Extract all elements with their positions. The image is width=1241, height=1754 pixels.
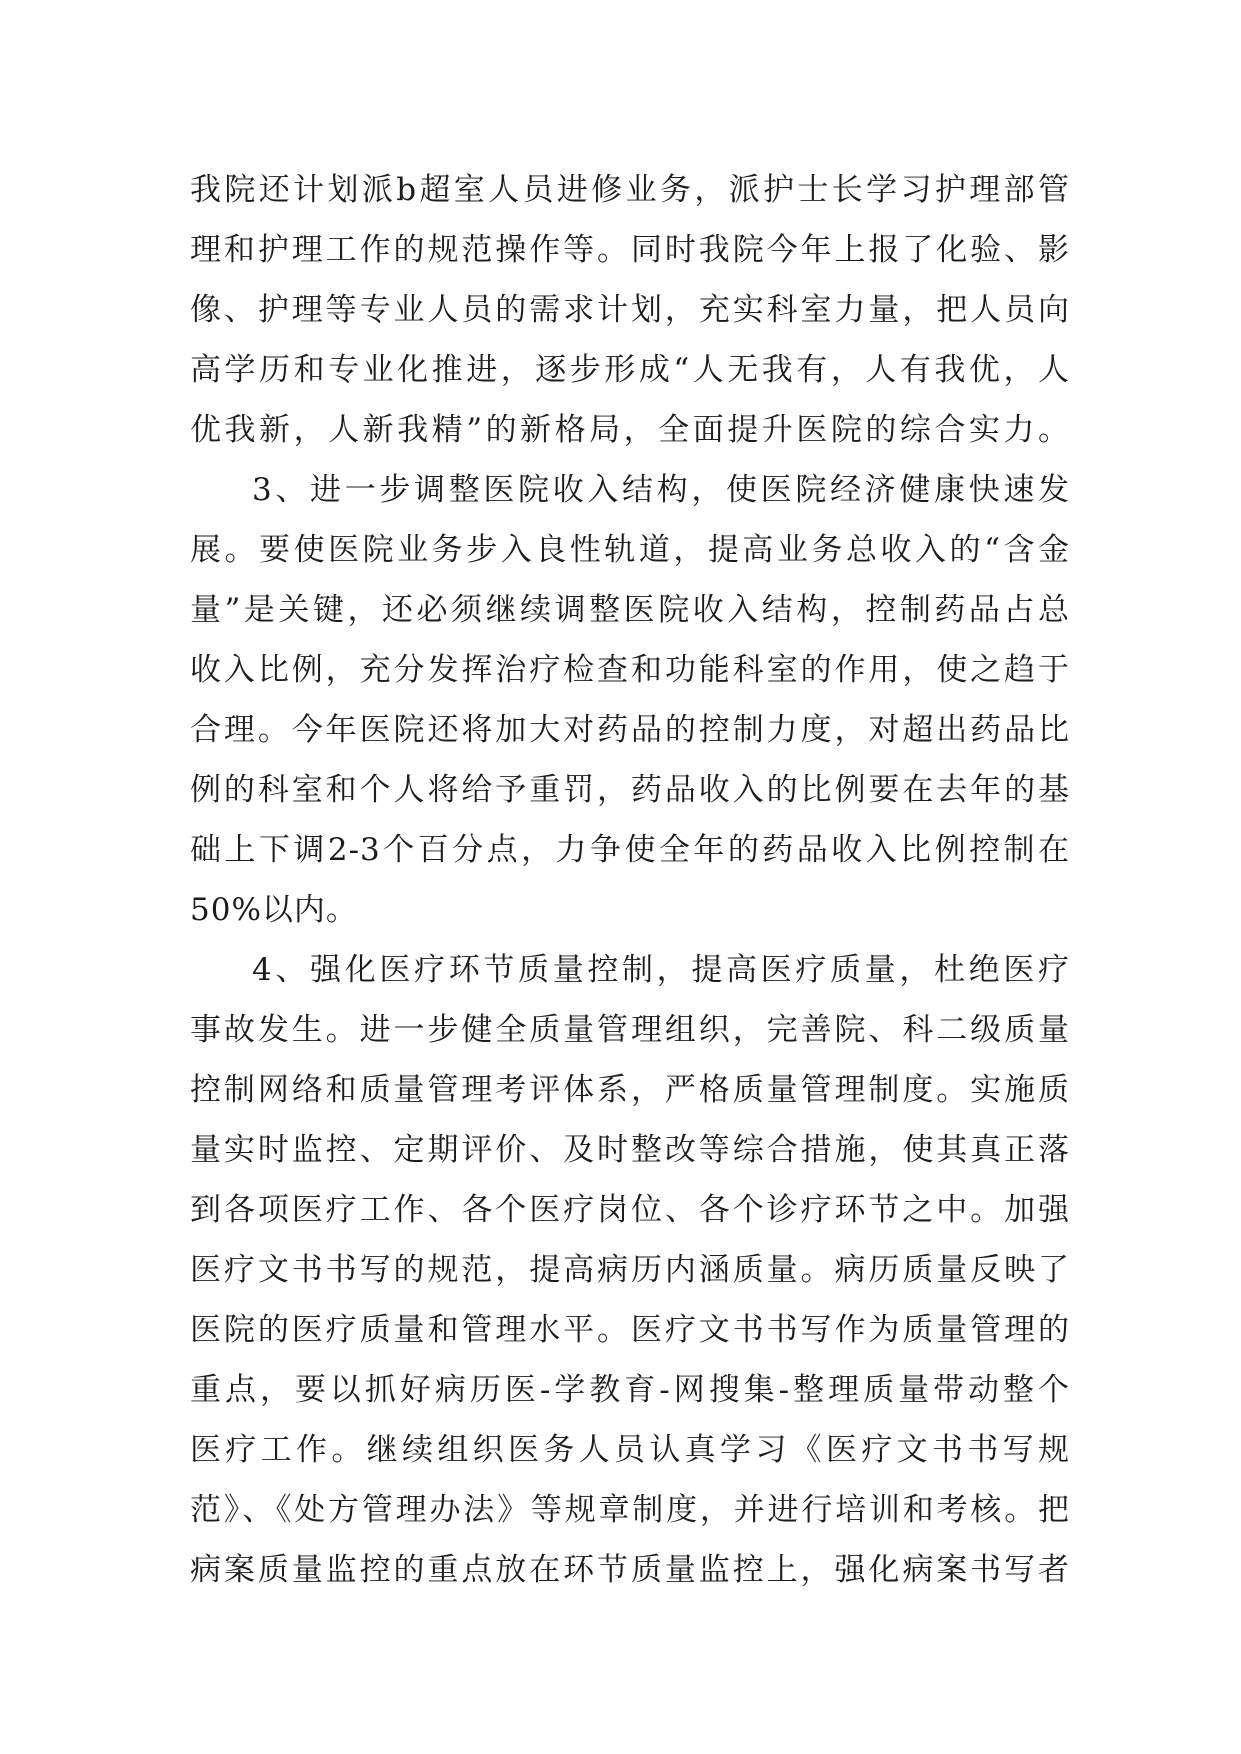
paragraph-2-line-1: 3、进一步调整医院收入结构，使医院经济健康快速发 [252, 472, 1070, 508]
paragraph-2-line-5: 合理。今年医院还将加大对药品的控制力度，对超出药品比 [190, 712, 1070, 748]
paragraph-3-line-1: 4、强化医疗环节质量控制，提高医疗质量，杜绝医疗 [252, 952, 1070, 988]
paragraph-2-line-3: 量”是关键，还必须继续调整医院收入结构，控制药品占总 [190, 592, 1070, 628]
paragraph-1-line-2: 理和护理工作的规范操作等。同时我院今年上报了化验、影 [190, 232, 1070, 268]
paragraph-3-line-4: 量实时监控、定期评价、及时整改等综合措施，使其真正落 [190, 1132, 1070, 1168]
paragraph-1-line-1: 我院还计划派b超室人员进修业务，派护士长学习护理部管 [190, 172, 1070, 208]
paragraph-3-line-11: 病案质量监控的重点放在环节质量监控上，强化病案书写者 [190, 1552, 1070, 1588]
paragraph-2-line-6: 例的科室和个人将给予重罚，药品收入的比例要在去年的基 [190, 772, 1070, 808]
paragraph-3-line-2: 事故发生。进一步健全质量管理组织，完善院、科二级质量 [190, 1012, 1070, 1048]
paragraph-3-line-10: 范》、《处方管理办法》等规章制度，并进行培训和考核。把 [190, 1492, 1070, 1528]
paragraph-3-line-8: 重点，要以抓好病历医-学教育-网搜集-整理质量带动整个 [190, 1372, 1070, 1408]
paragraph-3-line-9: 医疗工作。继续组织医务人员认真学习《医疗文书书写规 [190, 1432, 1070, 1468]
paragraph-2-line-4: 收入比例，充分发挥治疗检查和功能科室的作用，使之趋于 [190, 652, 1070, 688]
paragraph-1-line-4: 高学历和专业化推进，逐步形成“人无我有，人有我优，人 [190, 352, 1070, 388]
paragraph-2-line-7: 础上下调2-3个百分点，力争使全年的药品收入比例控制在 [190, 832, 1070, 868]
paragraph-1-line-3: 像、护理等专业人员的需求计划，充实科室力量，把人员向 [190, 292, 1070, 328]
paragraph-2-line-8: 50%以内。 [190, 892, 358, 928]
paragraph-1-line-5: 优我新，人新我精”的新格局，全面提升医院的综合实力。 [190, 412, 1070, 448]
paragraph-3-line-5: 到各项医疗工作、各个医疗岗位、各个诊疗环节之中。加强 [190, 1192, 1070, 1228]
paragraph-2-line-2: 展。要使医院业务步入良性轨道，提高业务总收入的“含金 [190, 532, 1070, 568]
paragraph-3-line-3: 控制网络和质量管理考评体系，严格质量管理制度。实施质 [190, 1072, 1070, 1108]
paragraph-3-line-7: 医院的医疗质量和管理水平。医疗文书书写作为质量管理的 [190, 1312, 1070, 1348]
paragraph-3-line-6: 医疗文书书写的规范，提高病历内涵质量。病历质量反映了 [190, 1252, 1070, 1288]
document-body [190, 160, 1070, 1600]
